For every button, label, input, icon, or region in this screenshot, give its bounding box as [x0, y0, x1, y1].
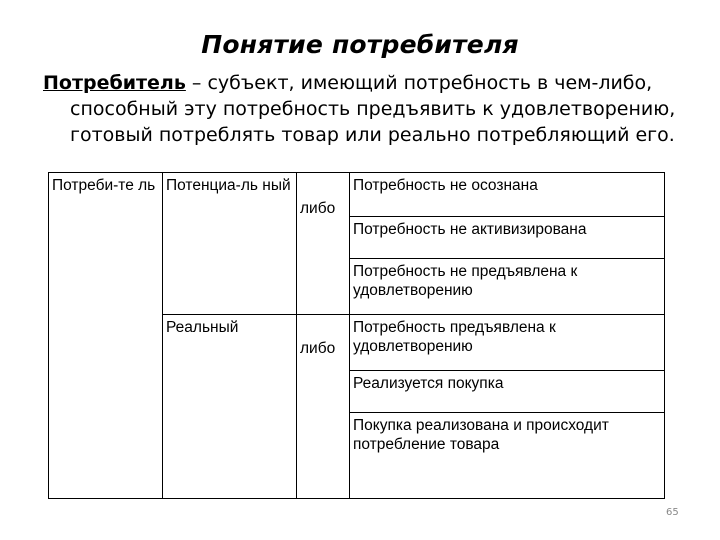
definition-line-3: готовый потреблять товар или реально потребляющий его.	[70, 124, 675, 146]
state-cell-potential-3: Потребность не предъявлена к удовлетворению	[350, 259, 665, 315]
state-cell-real-2: Реализуется покупка	[350, 371, 665, 413]
state-cell-potential-1: Потребность не осознана	[350, 173, 665, 217]
real-label-cell: Реальный	[163, 315, 297, 499]
definition-paragraph	[43, 70, 683, 148]
real-connector-cell: либо	[297, 315, 350, 499]
definition-line-2: способный эту потребность предъявить к удовлетворению,	[70, 98, 676, 120]
page-number: 65	[666, 507, 679, 518]
consumer-classification-table	[48, 172, 665, 499]
definition-text-1: – субъект, имеющий потребность в чем-либо,	[185, 72, 653, 94]
state-cell-potential-2: Потребность не активизирована	[350, 217, 665, 259]
slide-title: Понятие потребителя	[201, 30, 519, 59]
potential-connector-cell: либо	[297, 173, 350, 315]
definition-line-1	[43, 70, 683, 96]
potential-label-cell: Потенциа-ль ный	[163, 173, 297, 315]
consumer-cell: Потреби-те ль	[49, 173, 163, 499]
state-cell-real-1: Потребность предъявлена к удовлетворению	[350, 315, 665, 371]
definition-term: Потребитель	[43, 72, 186, 94]
state-cell-real-3: Покупка реализована и происходит потребление товара	[350, 413, 665, 499]
